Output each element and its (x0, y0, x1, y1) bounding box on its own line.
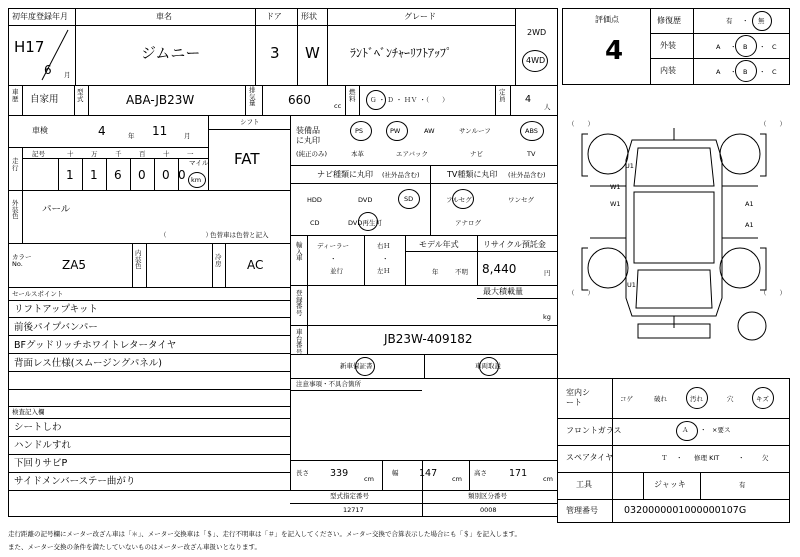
equip-leather: 本革 (351, 150, 364, 158)
seat-scratch: キズ (756, 395, 769, 403)
exterior-paren: （ ） (160, 231, 212, 239)
model-year-value: 不明 (455, 268, 468, 276)
unit-label: 百 (139, 150, 146, 158)
seat-label: 室内シート (566, 388, 590, 408)
usage-label: 車歴 (12, 88, 19, 103)
repair-dot: ・ (742, 17, 749, 25)
ac-label: 冷房 (215, 253, 222, 268)
drive-2wd: 2WD (527, 28, 547, 37)
seats-unit: 人 (544, 103, 551, 111)
mileage-digit: 0 (178, 168, 186, 182)
int-grade-c: C (772, 68, 777, 76)
int-grade-b: B (743, 68, 748, 76)
sales-point-item: BFグッドリッチホワイトレタータイヤ (14, 340, 177, 351)
repair-none: 無 (758, 17, 765, 25)
notes-label: 注意事項・不具合箇所 (296, 380, 361, 388)
equip-ps: PS (355, 127, 364, 135)
car-damage-diagram (562, 88, 790, 378)
navi-cd: CD (310, 219, 320, 227)
fuel-label: 燃料 (349, 88, 356, 103)
length-value: 339 (330, 468, 349, 479)
reg-label: 登録番号 (296, 289, 303, 317)
mileage-digit: 1 (90, 168, 98, 182)
jack-value: 有 (739, 481, 746, 489)
sales-point-item: 前後パイプバンパー (14, 322, 98, 333)
footer-note-1: 走行距離の記号欄にメーター改ざん車は「＊」、メーター交換車は「＄」、走行不明車は「＃」を記入してください。メーター交換で合算表示した場合にも「＄」を記入します。 (8, 530, 521, 538)
seats-value: 4 (525, 94, 532, 105)
door-label: ドア (266, 12, 282, 21)
repair-yes: 有 (726, 17, 733, 25)
seat-burn: コゲ (620, 395, 633, 403)
damage-mark: W1 (610, 183, 621, 191)
km-unit: km (191, 176, 202, 184)
spare-dot2: ・ (738, 454, 745, 462)
shape-label: 形状 (301, 12, 317, 21)
damage-mark: W1 (610, 200, 621, 208)
door-count: 3 (270, 44, 280, 62)
model-value: ABA-JB23W (126, 93, 195, 107)
equip-pw: PW (390, 127, 401, 135)
displacement-label: 排気量 (249, 86, 256, 107)
sales-points-label: セールスポイント (12, 290, 64, 298)
mileage-digit: 0 (162, 168, 170, 182)
model-year-label: モデル年式 (419, 240, 459, 249)
exterior-label: 外装色 (12, 199, 19, 220)
inspection-year: 4 (98, 124, 106, 138)
damage-mark: A1 (745, 221, 754, 229)
seat-stain: 汚れ (690, 395, 703, 403)
unit-label: 十 (163, 150, 170, 158)
usage-value: 自家用 (30, 94, 59, 105)
sales-point-item: 背面レス仕様(スムージングパネル) (14, 358, 162, 369)
mile-label: マイル (189, 159, 209, 167)
seats-label: 定員 (499, 88, 506, 103)
ext-grade-dot1: ・ (730, 43, 737, 51)
tv-fullseg: フルセグ (446, 196, 472, 204)
repair-label: 修復歴 (657, 16, 681, 25)
width-value: 147 (419, 468, 438, 479)
unit-label: 一 (187, 150, 194, 158)
color-no-value: ZA5 (62, 258, 87, 272)
jack-label: ジャッキ (654, 480, 686, 489)
height-unit: cm (543, 475, 553, 483)
spare-t: Ｔ (661, 454, 668, 462)
exterior-grade-label: 外装 (660, 41, 676, 50)
damage-mark: U1 (625, 162, 634, 170)
tv-label: TV種類に丸印 (447, 170, 498, 179)
height-value: 171 (509, 468, 528, 479)
max-load-unit: kg (543, 313, 551, 321)
equip-aw: AW (424, 127, 435, 135)
fuel-options: Ｇ ・ Ｄ ・ ＨＶ ・（ ） (370, 96, 449, 104)
recycle-unit: 円 (544, 269, 551, 277)
car-name: ジムニー (141, 44, 201, 62)
mgmt-label: 管理番号 (566, 506, 598, 515)
inspector-item: シートしわ (14, 422, 62, 433)
color-no-label: カラーNo. (12, 253, 32, 268)
spare-dot1: ・ (676, 454, 683, 462)
spare-label: スペアタイヤ (566, 453, 614, 462)
import-left-h: 左Ｈ (377, 267, 390, 275)
navi-hdd: HDD (307, 196, 322, 204)
first-reg-label: 初年度登録年月 (12, 12, 68, 21)
unit-label: 万 (91, 150, 98, 158)
class-number-label: 類別区分番号 (468, 492, 507, 500)
drive-4wd: 4WD (526, 56, 546, 65)
int-grade-dot1: ・ (730, 68, 737, 76)
glass-label: フロントガラス (566, 426, 622, 435)
interior-color-label: 内装色 (135, 249, 142, 270)
import-label: 輸入車 (296, 241, 303, 262)
tv-oneseg: ワンセグ (508, 196, 534, 204)
equip-navi: ナビ (470, 150, 483, 158)
mileage-code-label: 記号 (32, 150, 45, 158)
unit-label: 千 (115, 150, 122, 158)
displacement-unit: cc (334, 102, 342, 110)
ext-grade-b: B (743, 43, 748, 51)
equip-airbag: エアバック (396, 150, 428, 158)
mgmt-value: 0320000001000000107G (624, 505, 747, 516)
navi-dvd-play: DVD再生可 (348, 219, 382, 227)
grade-value: ﾗﾝﾄﾞﾍﾞﾝﾁｬｰﾘﾌﾄｱｯﾌﾟ (350, 46, 453, 60)
equip-abs: ABS (525, 127, 538, 135)
import-dot: ・ (330, 255, 337, 263)
unit-label: 十 (67, 150, 74, 158)
mileage-digit: 6 (114, 168, 122, 182)
chassis-label: 車台番号 (296, 328, 303, 356)
int-grade-dot2: ・ (759, 68, 766, 76)
name-label: 車名 (156, 12, 172, 21)
int-grade-a: A (716, 68, 721, 76)
glass-x: ×要ス (712, 426, 731, 434)
equipment-label: 装備品に丸印 (296, 126, 320, 145)
inspection-month: 11 (152, 124, 168, 138)
mileage-digit: 0 (138, 168, 146, 182)
tv-note: (社外品含む) (508, 171, 546, 179)
exterior-color: パール (42, 204, 71, 215)
grade-label: グレード (404, 12, 436, 21)
displacement-value: 660 (288, 93, 311, 107)
navi-label: ナビ種類に丸印 (317, 170, 373, 179)
import-parallel: 並行 (330, 267, 343, 275)
inspector-item: ハンドルすれ (14, 440, 72, 451)
equip-tv: TV (527, 150, 536, 158)
height-label: 高さ (474, 469, 487, 477)
inspector-item: 下回りサビP (14, 458, 68, 469)
width-unit: cm (452, 475, 462, 483)
import-right-h: 右Ｈ (377, 242, 390, 250)
damage-mark: A1 (745, 200, 754, 208)
length-unit: cm (364, 475, 374, 483)
glass-a: Ａ (682, 426, 689, 434)
first-reg-month: 6 (44, 63, 52, 77)
navi-note: (社外品含む) (382, 171, 420, 179)
score-label: 評価点 (595, 15, 619, 24)
glass-dot: ・ (700, 426, 707, 434)
shift-value: FAT (234, 150, 260, 168)
inspection-label: 車検 (32, 126, 48, 135)
body-shape: W (305, 44, 320, 62)
mileage-label: 走行 (12, 157, 19, 172)
tools-label: 工具 (576, 480, 592, 489)
recycle-label: リサイクル預託金 (483, 240, 546, 249)
import-dot-2: ・ (382, 255, 389, 263)
score-value: 4 (605, 36, 624, 66)
model-year-year: 年 (432, 268, 439, 276)
equipment-sub: (純正のみ) (296, 150, 328, 158)
mileage-digit: 1 (66, 168, 74, 182)
diagram-paren: （ ） (760, 289, 786, 297)
chassis-value: JB23W-409182 (384, 332, 473, 346)
seat-tear: 破れ (654, 395, 667, 403)
warranty-label: 新車保証書 (340, 362, 373, 370)
first-reg-year: H17 (14, 38, 45, 56)
ac-value: AC (247, 258, 264, 272)
exterior-note: 色替車は色替と記入 (210, 231, 269, 239)
sales-point-item: リフトアップキット (14, 304, 98, 315)
recycle-value: 8,440 (482, 262, 517, 276)
class-number-value: 0008 (480, 506, 497, 514)
damage-mark: U1 (627, 281, 636, 289)
diagram-paren: （ ） (760, 120, 786, 128)
model-label: 型式 (77, 88, 84, 103)
diagram-paren: （ ） (568, 289, 594, 297)
navi-sd: SD (404, 195, 414, 203)
interior-grade-label: 内装 (660, 66, 676, 75)
max-load-label: 最大積載量 (483, 287, 523, 296)
type-number-value: 12717 (343, 506, 364, 514)
spare-kit: 修理 KIT (694, 454, 720, 462)
seat-hole: 穴 (727, 395, 734, 403)
type-number-label: 型式指定番号 (330, 492, 369, 500)
navi-dvd: DVD (358, 196, 373, 204)
inspector-label: 検査記入欄 (12, 408, 45, 416)
ext-grade-dot2: ・ (759, 43, 766, 51)
width-label: 幅 (392, 469, 399, 477)
ext-grade-c: C (772, 43, 777, 51)
length-label: 長さ (296, 469, 309, 477)
equip-sunroof: サンルーフ (459, 127, 491, 135)
inspector-item: サイドメンバーステー曲がり (14, 476, 136, 487)
footer-note-2: また、メーター交換の条件を満たしていないものはメーター改ざん車扱いとなります。 (8, 543, 261, 551)
first-reg-month-unit: 月 (64, 71, 71, 79)
tv-analog: アナログ (455, 219, 481, 227)
inspection-month-unit: 月 (184, 132, 191, 140)
spare-missing: 欠 (762, 454, 769, 462)
inspection-year-unit: 年 (128, 132, 135, 140)
shift-label: シフト (240, 118, 260, 126)
manual-label: 車両取説 (475, 362, 501, 370)
import-dealer: ディーラー (317, 242, 349, 250)
ext-grade-a: A (716, 43, 721, 51)
diagram-paren: （ ） (568, 120, 594, 128)
